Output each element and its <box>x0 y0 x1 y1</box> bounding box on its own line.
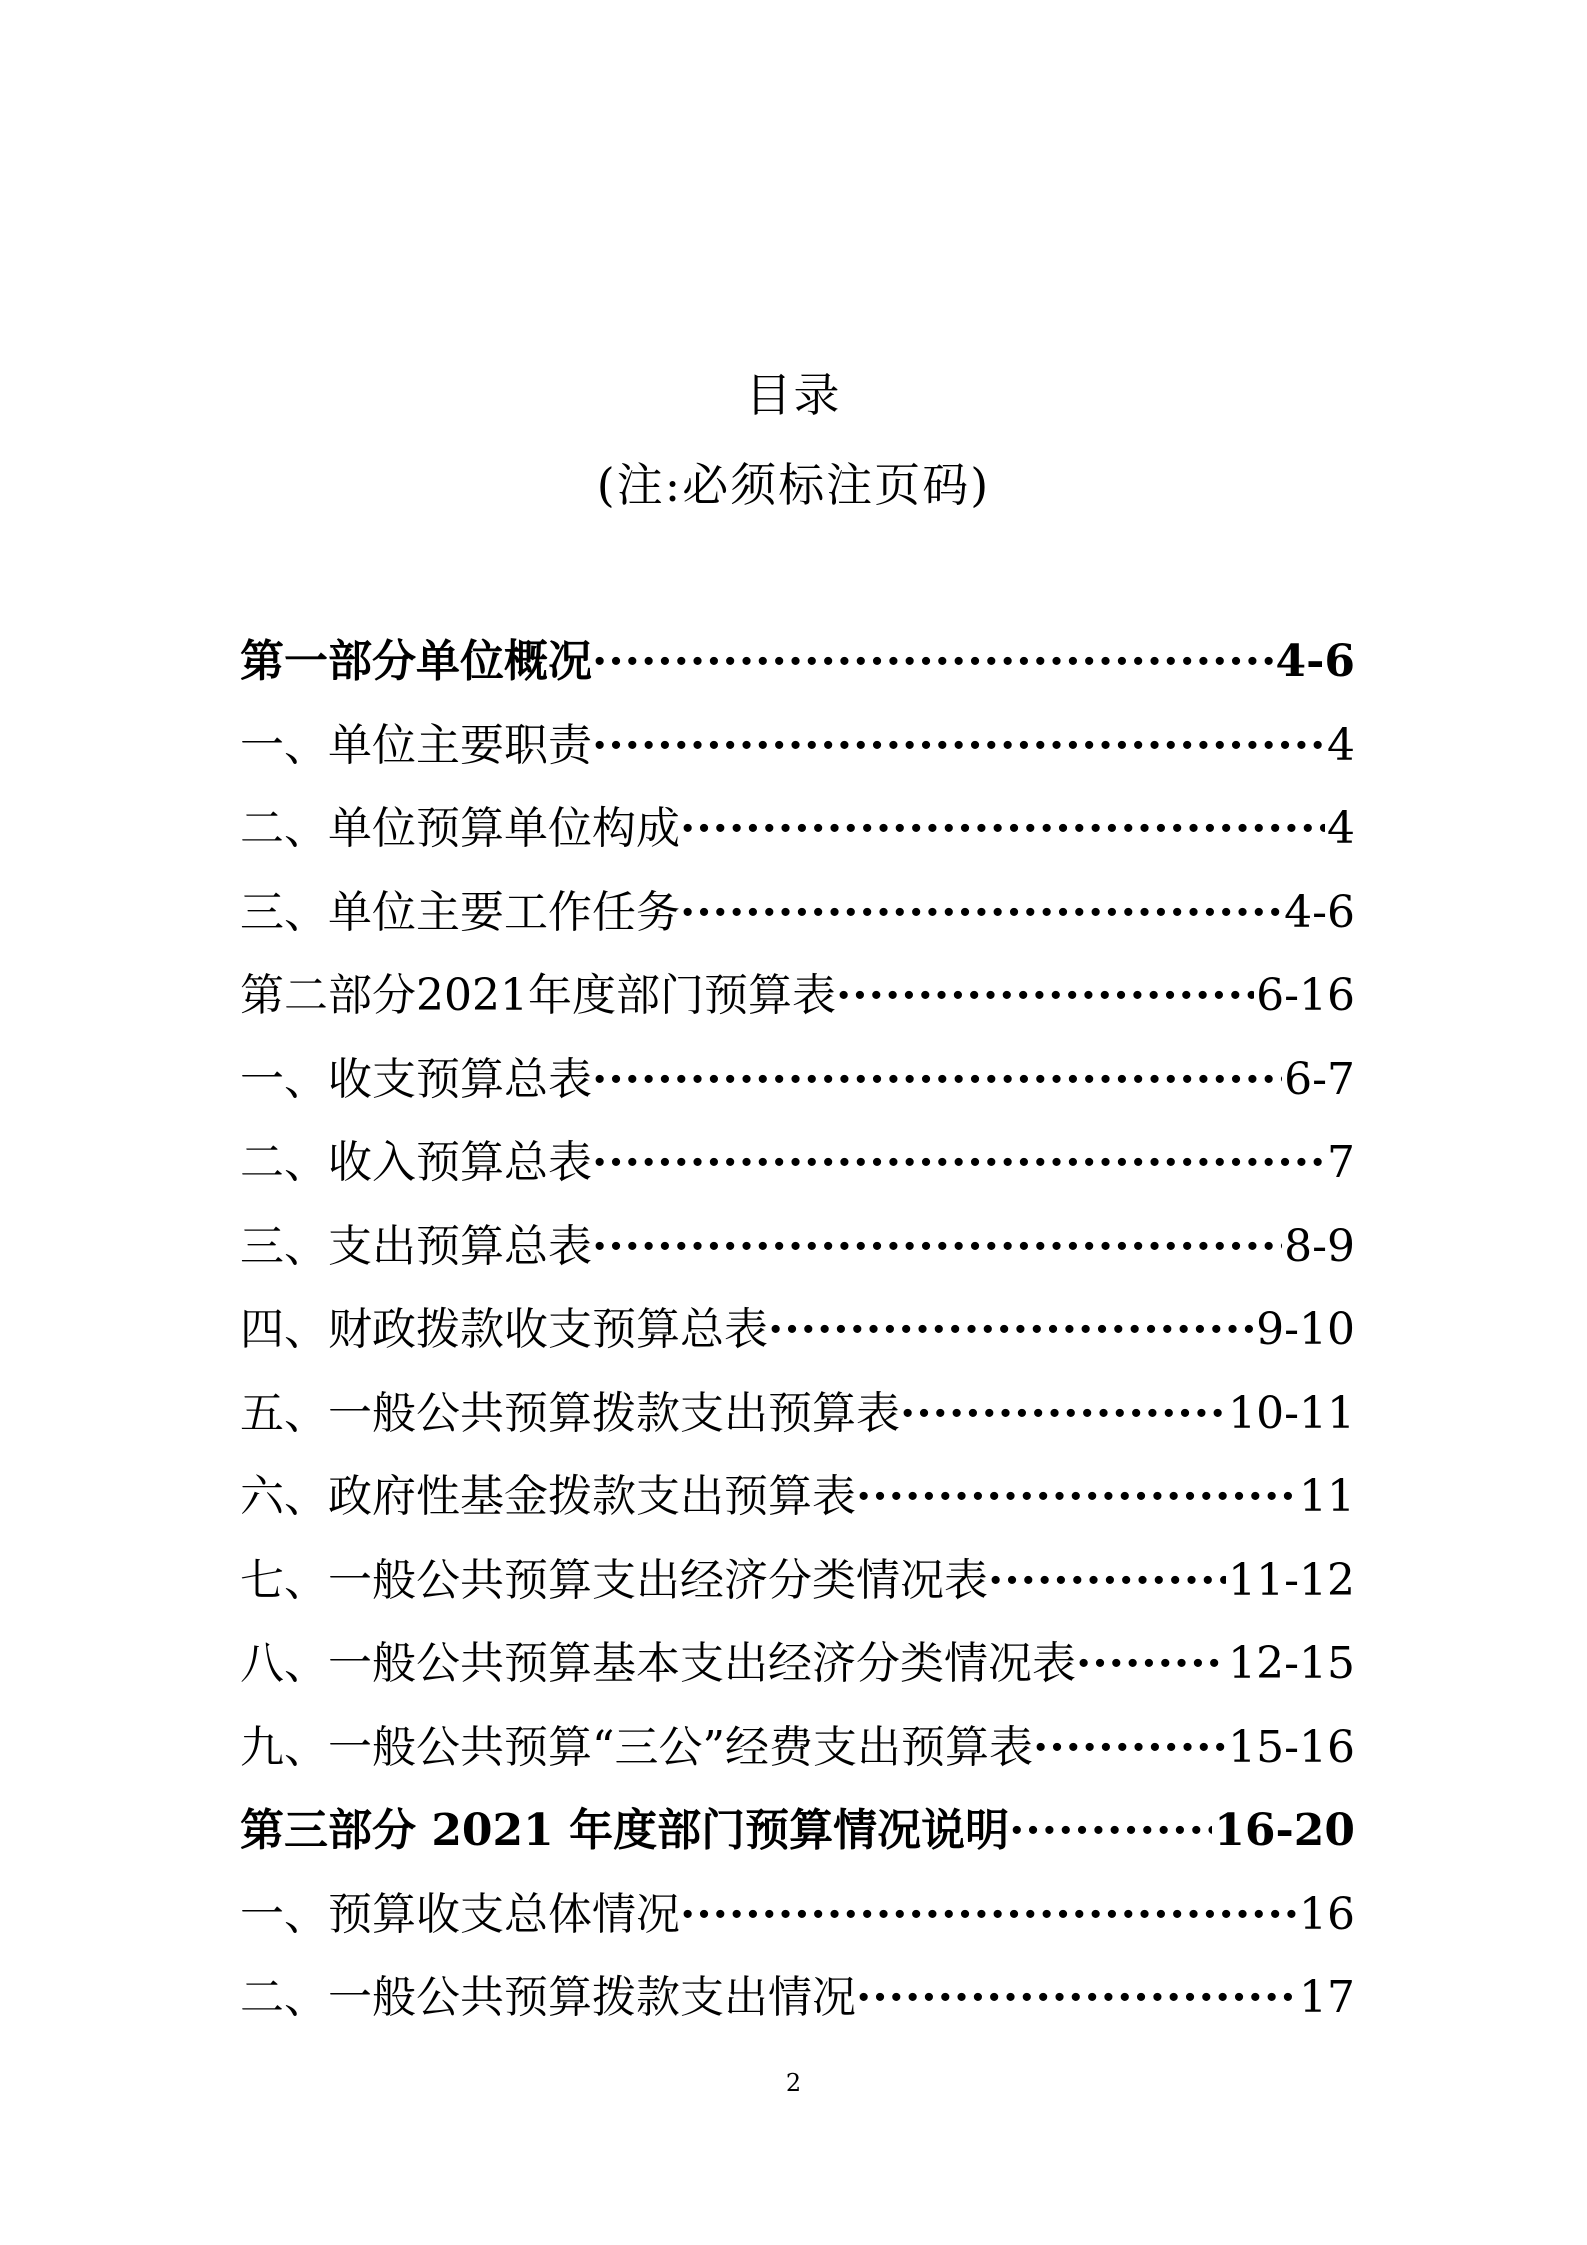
toc-entry-label: 三、单位主要工作任务 <box>240 886 680 938</box>
toc-entry-page: 8-9 <box>1284 1220 1355 1272</box>
toc-entry <box>240 954 1355 1038</box>
dot-leader <box>592 704 1325 788</box>
toc-entry-label: 第三部分 2021 年度部门预算情况说明 <box>240 1805 1010 1856</box>
toc-entry-page: 6-16 <box>1256 970 1355 1021</box>
toc-entry <box>240 787 1355 871</box>
dot-leader <box>592 1038 1282 1122</box>
toc-entry-label: 七、一般公共预算支出经济分类情况表 <box>240 1554 988 1606</box>
toc-entry-label: 一、收支预算总表 <box>240 1053 592 1105</box>
dot-leader <box>680 1873 1297 1957</box>
toc-entry-page: 4-6 <box>1284 886 1355 938</box>
dot-leader <box>856 1455 1297 1539</box>
toc-entry <box>240 1205 1355 1289</box>
toc-entry <box>240 1038 1355 1122</box>
toc-entry-page: 6-7 <box>1284 1053 1355 1105</box>
dot-leader <box>680 787 1325 871</box>
page-title: 目录 <box>745 368 842 422</box>
dot-leader <box>768 1288 1254 1372</box>
page-subtitle-note: (注:必须标注页码) <box>596 458 991 512</box>
toc-entry-label: 三、支出预算总表 <box>240 1220 592 1272</box>
dot-leader <box>988 1539 1226 1623</box>
toc-entry-label: 八、一般公共预算基本支出经济分类情况表 <box>240 1638 1076 1689</box>
toc-entry <box>240 1288 1355 1372</box>
toc-entry-label: 六、政府性基金拨款支出预算表 <box>240 1471 856 1522</box>
toc-entry <box>240 620 1355 704</box>
toc-entry-page: 17 <box>1299 1972 1355 2023</box>
toc-entry-label: 第二部分2021年度部门预算表 <box>240 970 836 1021</box>
toc-entry-page: 4-6 <box>1275 636 1355 687</box>
toc-entry-label: 九、一般公共预算“三公”经费支出预算表 <box>240 1721 1033 1773</box>
dot-leader <box>592 1121 1325 1205</box>
toc-entry <box>240 1372 1355 1456</box>
toc-entry <box>240 1706 1355 1790</box>
footer-page-number: 2 <box>785 2069 802 2097</box>
toc-entry <box>240 1622 1355 1706</box>
toc-entry <box>240 1956 1355 2040</box>
toc-entry <box>240 1455 1355 1539</box>
toc-entry-label: 一、单位主要职责 <box>240 719 592 771</box>
toc-entry-page: 15-16 <box>1228 1721 1355 1773</box>
table-of-contents <box>240 620 1355 2040</box>
toc-entry-page: 11-12 <box>1228 1554 1355 1606</box>
toc-entry-page: 4 <box>1327 719 1355 771</box>
toc-entry-page: 4 <box>1327 803 1355 854</box>
dot-leader <box>1033 1706 1226 1790</box>
toc-entry-label: 第一部分单位概况 <box>240 636 592 687</box>
toc-entry <box>240 871 1355 955</box>
toc-entry-label: 四、财政拨款收支预算总表 <box>240 1304 768 1355</box>
dot-leader <box>1009 1789 1212 1873</box>
dot-leader <box>592 620 1274 704</box>
toc-entry-page: 11 <box>1299 1471 1355 1522</box>
toc-entry <box>240 1789 1355 1873</box>
dot-leader <box>1076 1622 1226 1706</box>
toc-entry-page: 7 <box>1327 1137 1355 1188</box>
toc-entry-label: 二、一般公共预算拨款支出情况 <box>240 1972 856 2023</box>
toc-entry-page: 16 <box>1299 1888 1355 1940</box>
toc-entry-label: 二、收入预算总表 <box>240 1137 592 1188</box>
toc-entry <box>240 1873 1355 1957</box>
dot-leader <box>592 1205 1282 1289</box>
toc-entry-page: 16-20 <box>1214 1805 1355 1856</box>
dot-leader <box>900 1372 1226 1456</box>
toc-entry-page: 12-15 <box>1228 1638 1355 1689</box>
toc-entry-page: 9-10 <box>1256 1304 1355 1355</box>
dot-leader <box>680 871 1282 955</box>
toc-entry <box>240 1539 1355 1623</box>
dot-leader <box>856 1956 1297 2040</box>
dot-leader <box>836 954 1254 1038</box>
toc-entry-page: 10-11 <box>1228 1387 1355 1439</box>
toc-entry <box>240 1121 1355 1205</box>
toc-entry <box>240 704 1355 788</box>
toc-entry-label: 一、预算收支总体情况 <box>240 1888 680 1940</box>
toc-entry-label: 二、单位预算单位构成 <box>240 803 680 854</box>
toc-entry-label: 五、一般公共预算拨款支出预算表 <box>240 1387 900 1439</box>
